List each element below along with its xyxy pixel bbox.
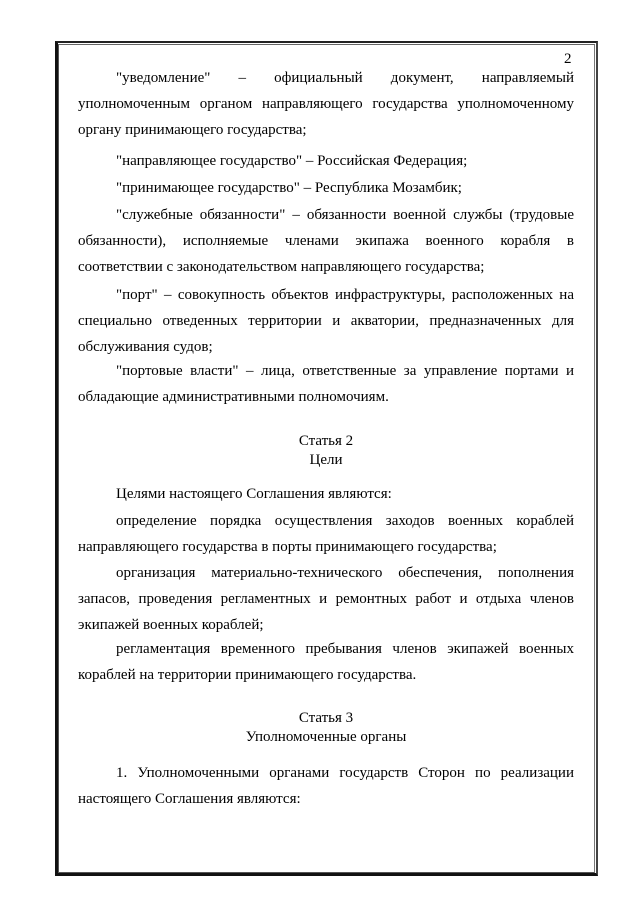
definition-port: "порт" – совокупность объектов инфраструктуры, расположенных на специально отведенных территории и акватории, предназначенных для обслуживания судов; bbox=[78, 287, 574, 355]
article-2-intro: Целями настоящего Соглашения являются: bbox=[116, 486, 392, 502]
page-number: 2 bbox=[564, 51, 572, 67]
article-2-title: Цели bbox=[309, 452, 343, 468]
article-2-item-temporary-stay: регламентация временного пребывания членов экипажей военных кораблей на территории принимающего государства. bbox=[78, 641, 574, 683]
article-3-paragraph-1: 1. Уполномоченными органами государств Сторон по реализации настоящего Соглашения являются: bbox=[78, 765, 574, 807]
definition-sending-state: "направляющее государство" – Российская Федерация; bbox=[116, 153, 468, 169]
article-3-heading: Статья 3 bbox=[298, 710, 354, 726]
definition-receiving-state: "принимающее государство" – Республика Мозамбик; bbox=[116, 180, 462, 196]
article-2-heading: Статья 2 bbox=[298, 433, 354, 449]
definition-notification: "уведомление" – официальный документ, направляемый уполномоченным органом направляющего государства уполномоченному органу принимающего государства; bbox=[78, 70, 574, 138]
definition-official-duties: "служебные обязанности" – обязанности военной службы (трудовые обязанности), исполняемые членами экипажа военного корабля в соответствии с законодательством направляющего государства; bbox=[78, 207, 574, 275]
definition-port-authorities: "портовые власти" – лица, ответственные за управление портами и обладающие административными полномочиям. bbox=[78, 363, 574, 405]
article-2-item-ship-calls: определение порядка осуществления заходов военных кораблей направляющего государства в порты принимающего государства; bbox=[78, 513, 574, 555]
article-2-item-logistics: организация материально-технического обеспечения, пополнения запасов, проведения регламентных и ремонтных работ и отдыха членов экипажей военных кораблей; bbox=[78, 565, 574, 633]
article-3-title: Уполномоченные органы bbox=[245, 729, 407, 745]
